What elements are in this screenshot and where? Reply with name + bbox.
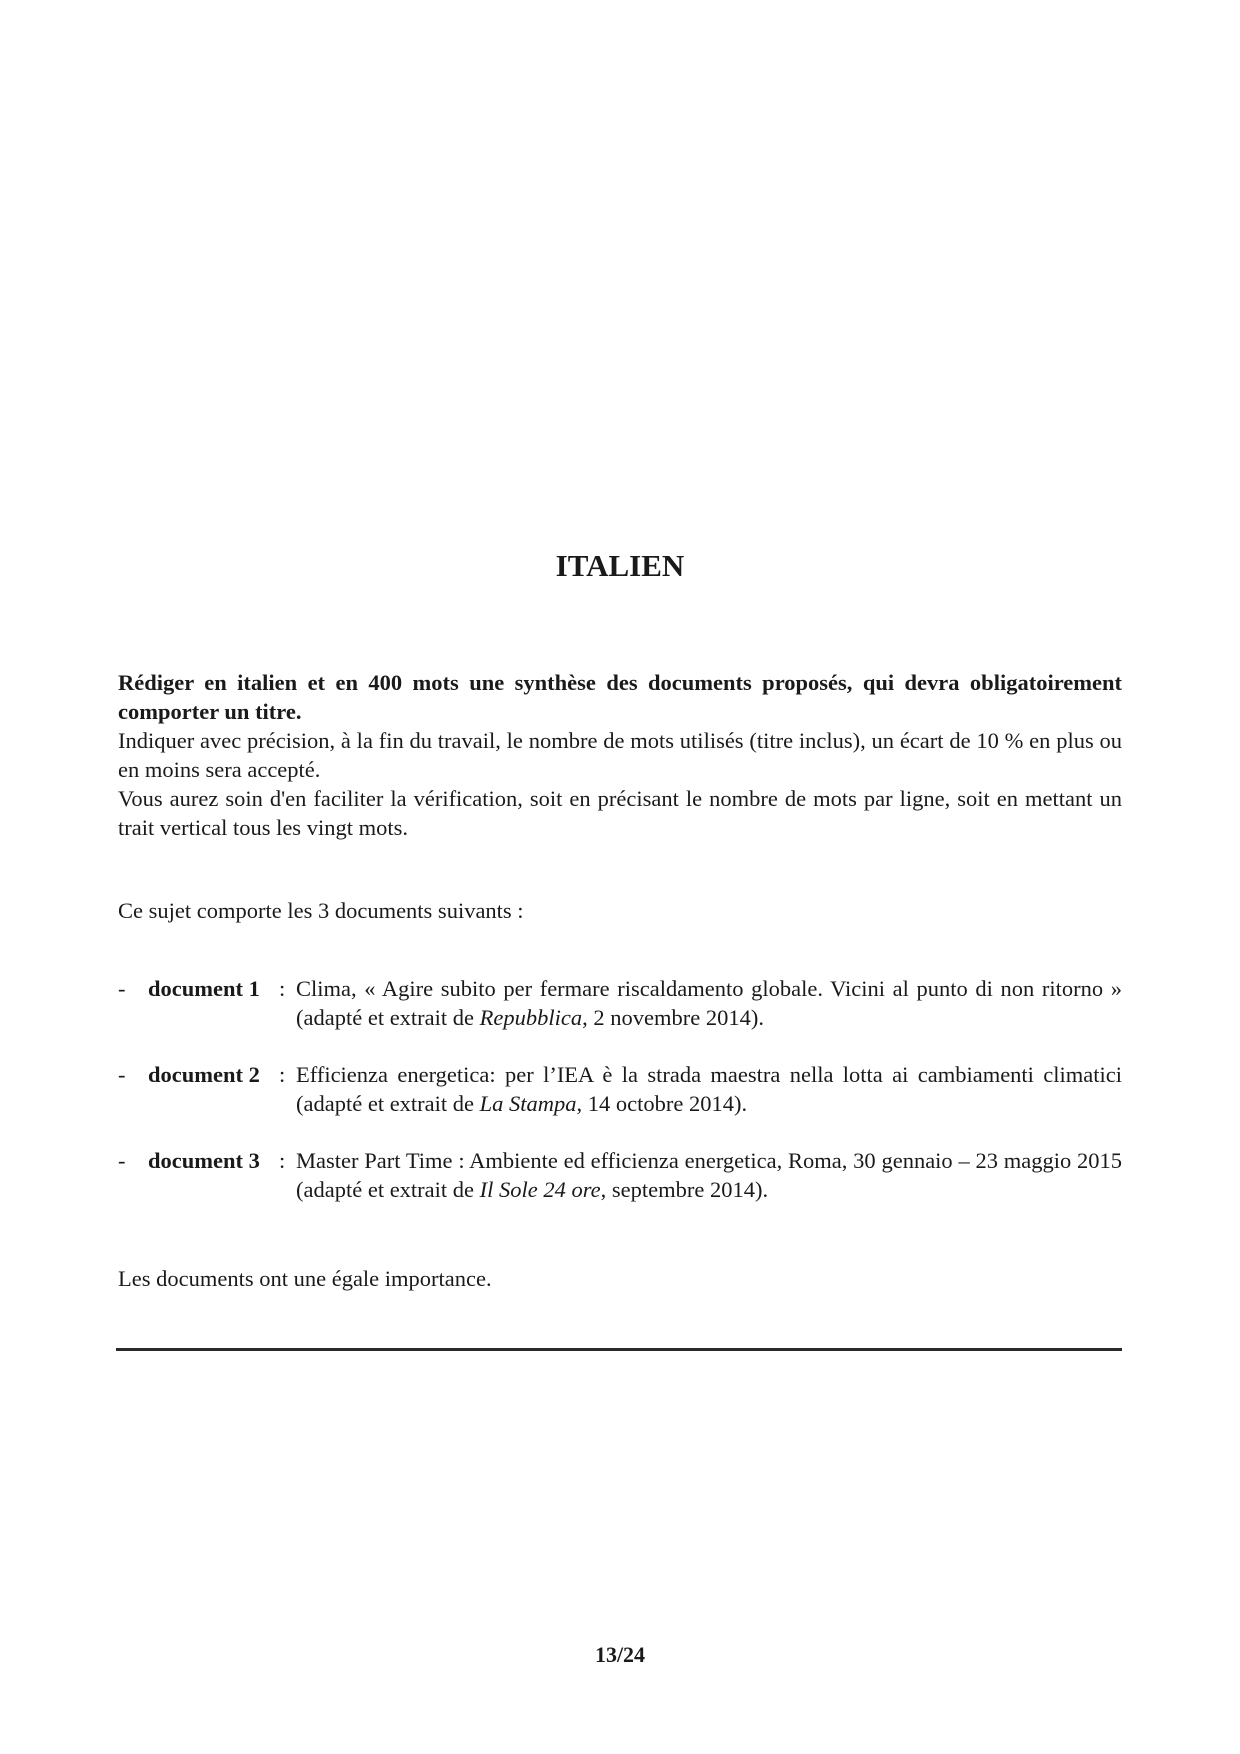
label-colon: : xyxy=(279,1148,286,1173)
closing-note: Les documents ont une égale importance. xyxy=(118,1266,492,1291)
label-colon: : xyxy=(279,976,286,1001)
horizontal-rule xyxy=(116,1348,1122,1351)
document-source: La Stampa xyxy=(479,1091,577,1116)
list-dash: - xyxy=(118,1148,126,1173)
document-label: document 3 xyxy=(148,1148,260,1173)
document-source: Il Sole 24 ore xyxy=(479,1177,601,1202)
document-source: Repubblica xyxy=(479,1005,583,1030)
instructions-block xyxy=(118,668,1122,842)
document-title-text: Efficienza energetica: per l’IEA è la strada maestra nella lotta ai cambiamenti climatici (adapté et extrait de xyxy=(296,1062,1122,1116)
document-item-2 xyxy=(118,1060,1122,1118)
document-date: , septembre 2014). xyxy=(600,1177,769,1202)
label-colon: : xyxy=(279,1062,286,1087)
document-title-text: Master Part Time : Ambiente ed efficienza energetica, Roma, 30 gennaio – 23 maggio 2015 (adapté et extrait de xyxy=(296,1148,1122,1202)
document-title-text: Clima, « Agire subito per fermare riscaldamento globale. Vicini al punto di non ritorno » (adapté et extrait de xyxy=(296,976,1122,1030)
page-number: 13/24 xyxy=(594,1642,646,1667)
instructions-word-count: Indiquer avec précision, à la fin du travail, le nombre de mots utilisés (titre inclus), un écart de 10 % en plus ou en moins sera accepté. xyxy=(118,728,1122,782)
document-label: document 1 xyxy=(148,976,260,1001)
instructions-verification: Vous aurez soin d'en faciliter la vérification, soit en précisant le nombre de mots par ligne, soit en mettant un trait vertical tous les vingt mots. xyxy=(118,786,1122,840)
document-description xyxy=(296,1146,1122,1204)
instructions-main: Rédiger en italien et en 400 mots une synthèse des documents proposés, qui devra obligatoirement comporter un titre. xyxy=(118,670,1122,724)
document-date: , 2 novembre 2014). xyxy=(582,1005,764,1030)
page-title: ITALIEN xyxy=(555,548,685,583)
document-label: document 2 xyxy=(148,1062,260,1087)
list-dash: - xyxy=(118,1062,126,1087)
document-description xyxy=(296,974,1122,1032)
document-description xyxy=(296,1060,1122,1118)
document-item-1 xyxy=(118,974,1122,1032)
document-date: , 14 octobre 2014). xyxy=(576,1091,748,1116)
list-dash: - xyxy=(118,976,126,1001)
document-item-3 xyxy=(118,1146,1122,1204)
documents-intro: Ce sujet comporte les 3 documents suivants : xyxy=(118,898,524,923)
